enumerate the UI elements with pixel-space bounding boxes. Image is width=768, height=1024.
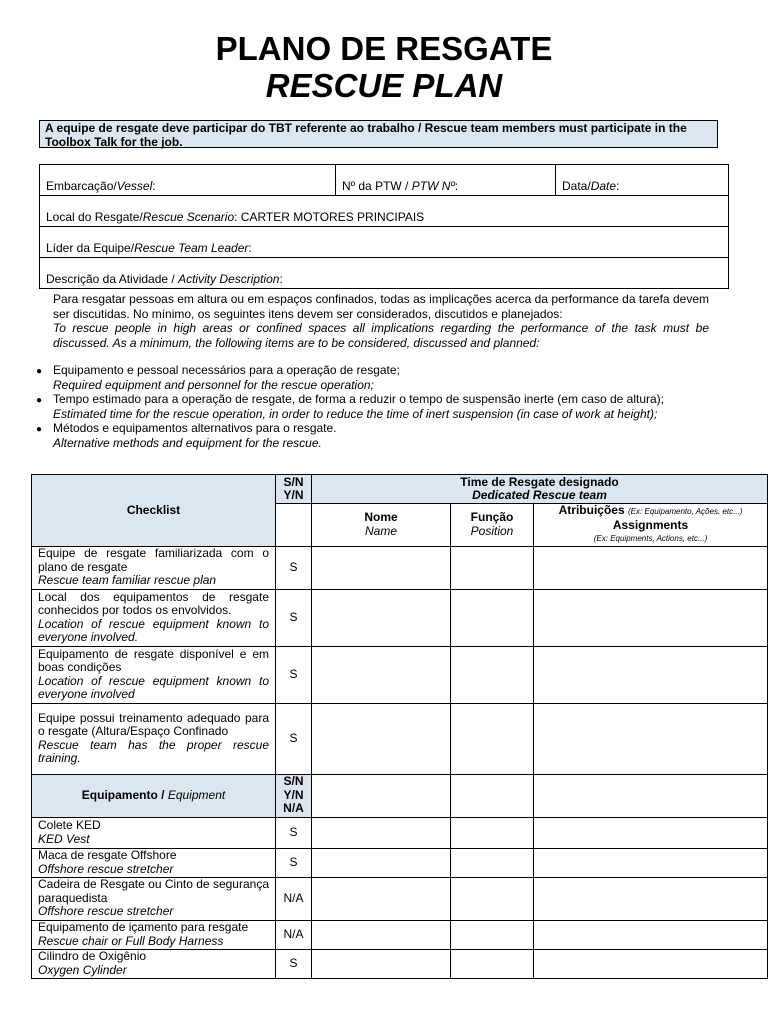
position-cell[interactable] bbox=[451, 920, 534, 949]
table-row: Colete KED KED Vest S bbox=[32, 817, 768, 848]
table-row: Equipamento de resgate disponível e em boas condições Location of rescue equipment known to everyone involved S bbox=[32, 646, 768, 703]
position-cell[interactable] bbox=[451, 546, 534, 589]
equipment-sn-header: S/N Y/N N/A bbox=[276, 774, 312, 817]
checklist-table bbox=[31, 474, 768, 979]
checklist-answer[interactable]: S bbox=[276, 589, 312, 646]
name-cell[interactable] bbox=[312, 877, 451, 920]
bullet-icon: ● bbox=[36, 395, 43, 406]
assignment-cell[interactable] bbox=[534, 589, 768, 646]
name-cell[interactable] bbox=[312, 546, 451, 589]
position-cell[interactable] bbox=[451, 949, 534, 978]
assignment-cell[interactable] bbox=[534, 877, 768, 920]
date-field[interactable]: Data/Date: bbox=[556, 165, 729, 196]
intro-text bbox=[53, 292, 709, 350]
sn-subheader-blank bbox=[276, 504, 312, 547]
activity-description-field[interactable]: Descrição da Atividade / Activity Description: bbox=[40, 258, 729, 289]
rescue-scenario-field[interactable]: Local do Resgate/Rescue Scenario: CARTER MOTORES PRINCIPAIS bbox=[40, 196, 729, 227]
title-en: RESCUE PLAN bbox=[265, 67, 503, 104]
assignment-cell[interactable] bbox=[534, 646, 768, 703]
checklist-answer[interactable]: S bbox=[276, 703, 312, 774]
list-item: ● Equipamento e pessoal necessários para a operação de resgate; Required equipment and personnel for the rescue operation; bbox=[36, 363, 400, 392]
equipment-answer[interactable]: S bbox=[276, 848, 312, 877]
vessel-field[interactable]: Embarcação/Vessel: bbox=[40, 165, 336, 196]
name-header: Nome Name bbox=[312, 504, 451, 547]
position-cell[interactable] bbox=[451, 589, 534, 646]
sn-header: S/N Y/N bbox=[276, 475, 312, 504]
name-cell[interactable] bbox=[312, 817, 451, 848]
position-header: Função Position bbox=[451, 504, 534, 547]
equipment-answer[interactable]: S bbox=[276, 949, 312, 978]
name-cell[interactable] bbox=[312, 646, 451, 703]
table-row: Equipamento de içamento para resgate Rescue chair or Full Body Harness N/A bbox=[32, 920, 768, 949]
list-item: ● Tempo estimado para a operação de resgate, de forma a reduzir o tempo de suspensão inerte (em caso de altura); Estimated time for the rescue operation, in order to reduce the time of inert suspension (in case of work at height); bbox=[36, 392, 665, 421]
position-cell[interactable] bbox=[451, 877, 534, 920]
position-cell[interactable] bbox=[451, 703, 534, 774]
toolbox-talk-notice: A equipe de resgate deve participar do TBT referente ao trabalho / Rescue team members must participate in the Toolbox Talk for the job. bbox=[39, 120, 718, 148]
intro-pt: Para resgatar pessoas em altura ou em espaços confinados, todas as implicações acerca da performance da tarefa devem ser discutidas. No mínimo, os seguintes itens devem ser considerados, discutidos e planejados: bbox=[53, 292, 709, 321]
checklist-answer[interactable]: S bbox=[276, 646, 312, 703]
info-table bbox=[39, 164, 729, 289]
position-cell[interactable] bbox=[451, 848, 534, 877]
rescue-scenario-value: CARTER MOTORES PRINCIPAIS bbox=[240, 210, 425, 224]
equipment-answer[interactable]: N/A bbox=[276, 920, 312, 949]
name-cell[interactable] bbox=[312, 848, 451, 877]
table-row: Local dos equipamentos de resgate conhecidos por todos os envolvidos. Location of rescue equipment known to everyone involved. S bbox=[32, 589, 768, 646]
assignments-header: Atribuições (Ex: Equipamento, Ações, etc...) Assignments (Ex: Equipments, Actions, etc...) bbox=[534, 504, 768, 547]
title-pt: PLANO DE RESGATE bbox=[215, 30, 553, 67]
intro-en: To rescue people in high areas or confined spaces all implications regarding the performance of the task must be discussed. As a minimum, the following items are to be considered, discussed and planned: bbox=[53, 321, 709, 350]
table-row: Equipe de resgate familiarizada com o plano de resgate Rescue team familiar rescue plan S bbox=[32, 546, 768, 589]
requirements-list bbox=[36, 363, 710, 450]
assignment-cell[interactable] bbox=[534, 920, 768, 949]
assignment-cell[interactable] bbox=[534, 949, 768, 978]
table-row: Cilindro de Oxigênio Oxygen Cylinder S bbox=[32, 949, 768, 978]
checklist-header: Checklist bbox=[32, 475, 276, 547]
table-row: Cadeira de Resgate ou Cinto de segurança paraquedista Offshore rescue stretcher N/A bbox=[32, 877, 768, 920]
team-header: Time de Resgate designado Dedicated Rescue team bbox=[312, 475, 768, 504]
equipment-header-row bbox=[32, 774, 768, 817]
name-cell[interactable] bbox=[312, 920, 451, 949]
equipment-header: Equipamento / Equipment bbox=[32, 774, 276, 817]
team-leader-field[interactable]: Líder da Equipe/Rescue Team Leader: bbox=[40, 227, 729, 258]
checklist-answer[interactable]: S bbox=[276, 546, 312, 589]
position-cell[interactable] bbox=[451, 817, 534, 848]
assignment-cell[interactable] bbox=[534, 848, 768, 877]
equipment-answer[interactable]: S bbox=[276, 817, 312, 848]
bullet-icon: ● bbox=[36, 366, 43, 377]
list-item: ● Métodos e equipamentos alternativos para o resgate. Alternative methods and equipment for the rescue. bbox=[36, 421, 337, 450]
table-row: Maca de resgate Offshore Offshore rescue stretcher S bbox=[32, 848, 768, 877]
equipment-answer[interactable]: N/A bbox=[276, 877, 312, 920]
table-row: Equipe possui treinamento adequado para o resgate (Altura/Espaço Confinado Rescue team has the proper rescue training. S bbox=[32, 703, 768, 774]
name-cell[interactable] bbox=[312, 949, 451, 978]
name-cell[interactable] bbox=[312, 589, 451, 646]
name-cell[interactable] bbox=[312, 703, 451, 774]
ptw-field[interactable]: Nº da PTW / PTW Nº: bbox=[336, 165, 556, 196]
bullet-icon: ● bbox=[36, 424, 43, 435]
assignment-cell[interactable] bbox=[534, 817, 768, 848]
assignment-cell[interactable] bbox=[534, 703, 768, 774]
assignment-cell[interactable] bbox=[534, 546, 768, 589]
position-cell[interactable] bbox=[451, 646, 534, 703]
